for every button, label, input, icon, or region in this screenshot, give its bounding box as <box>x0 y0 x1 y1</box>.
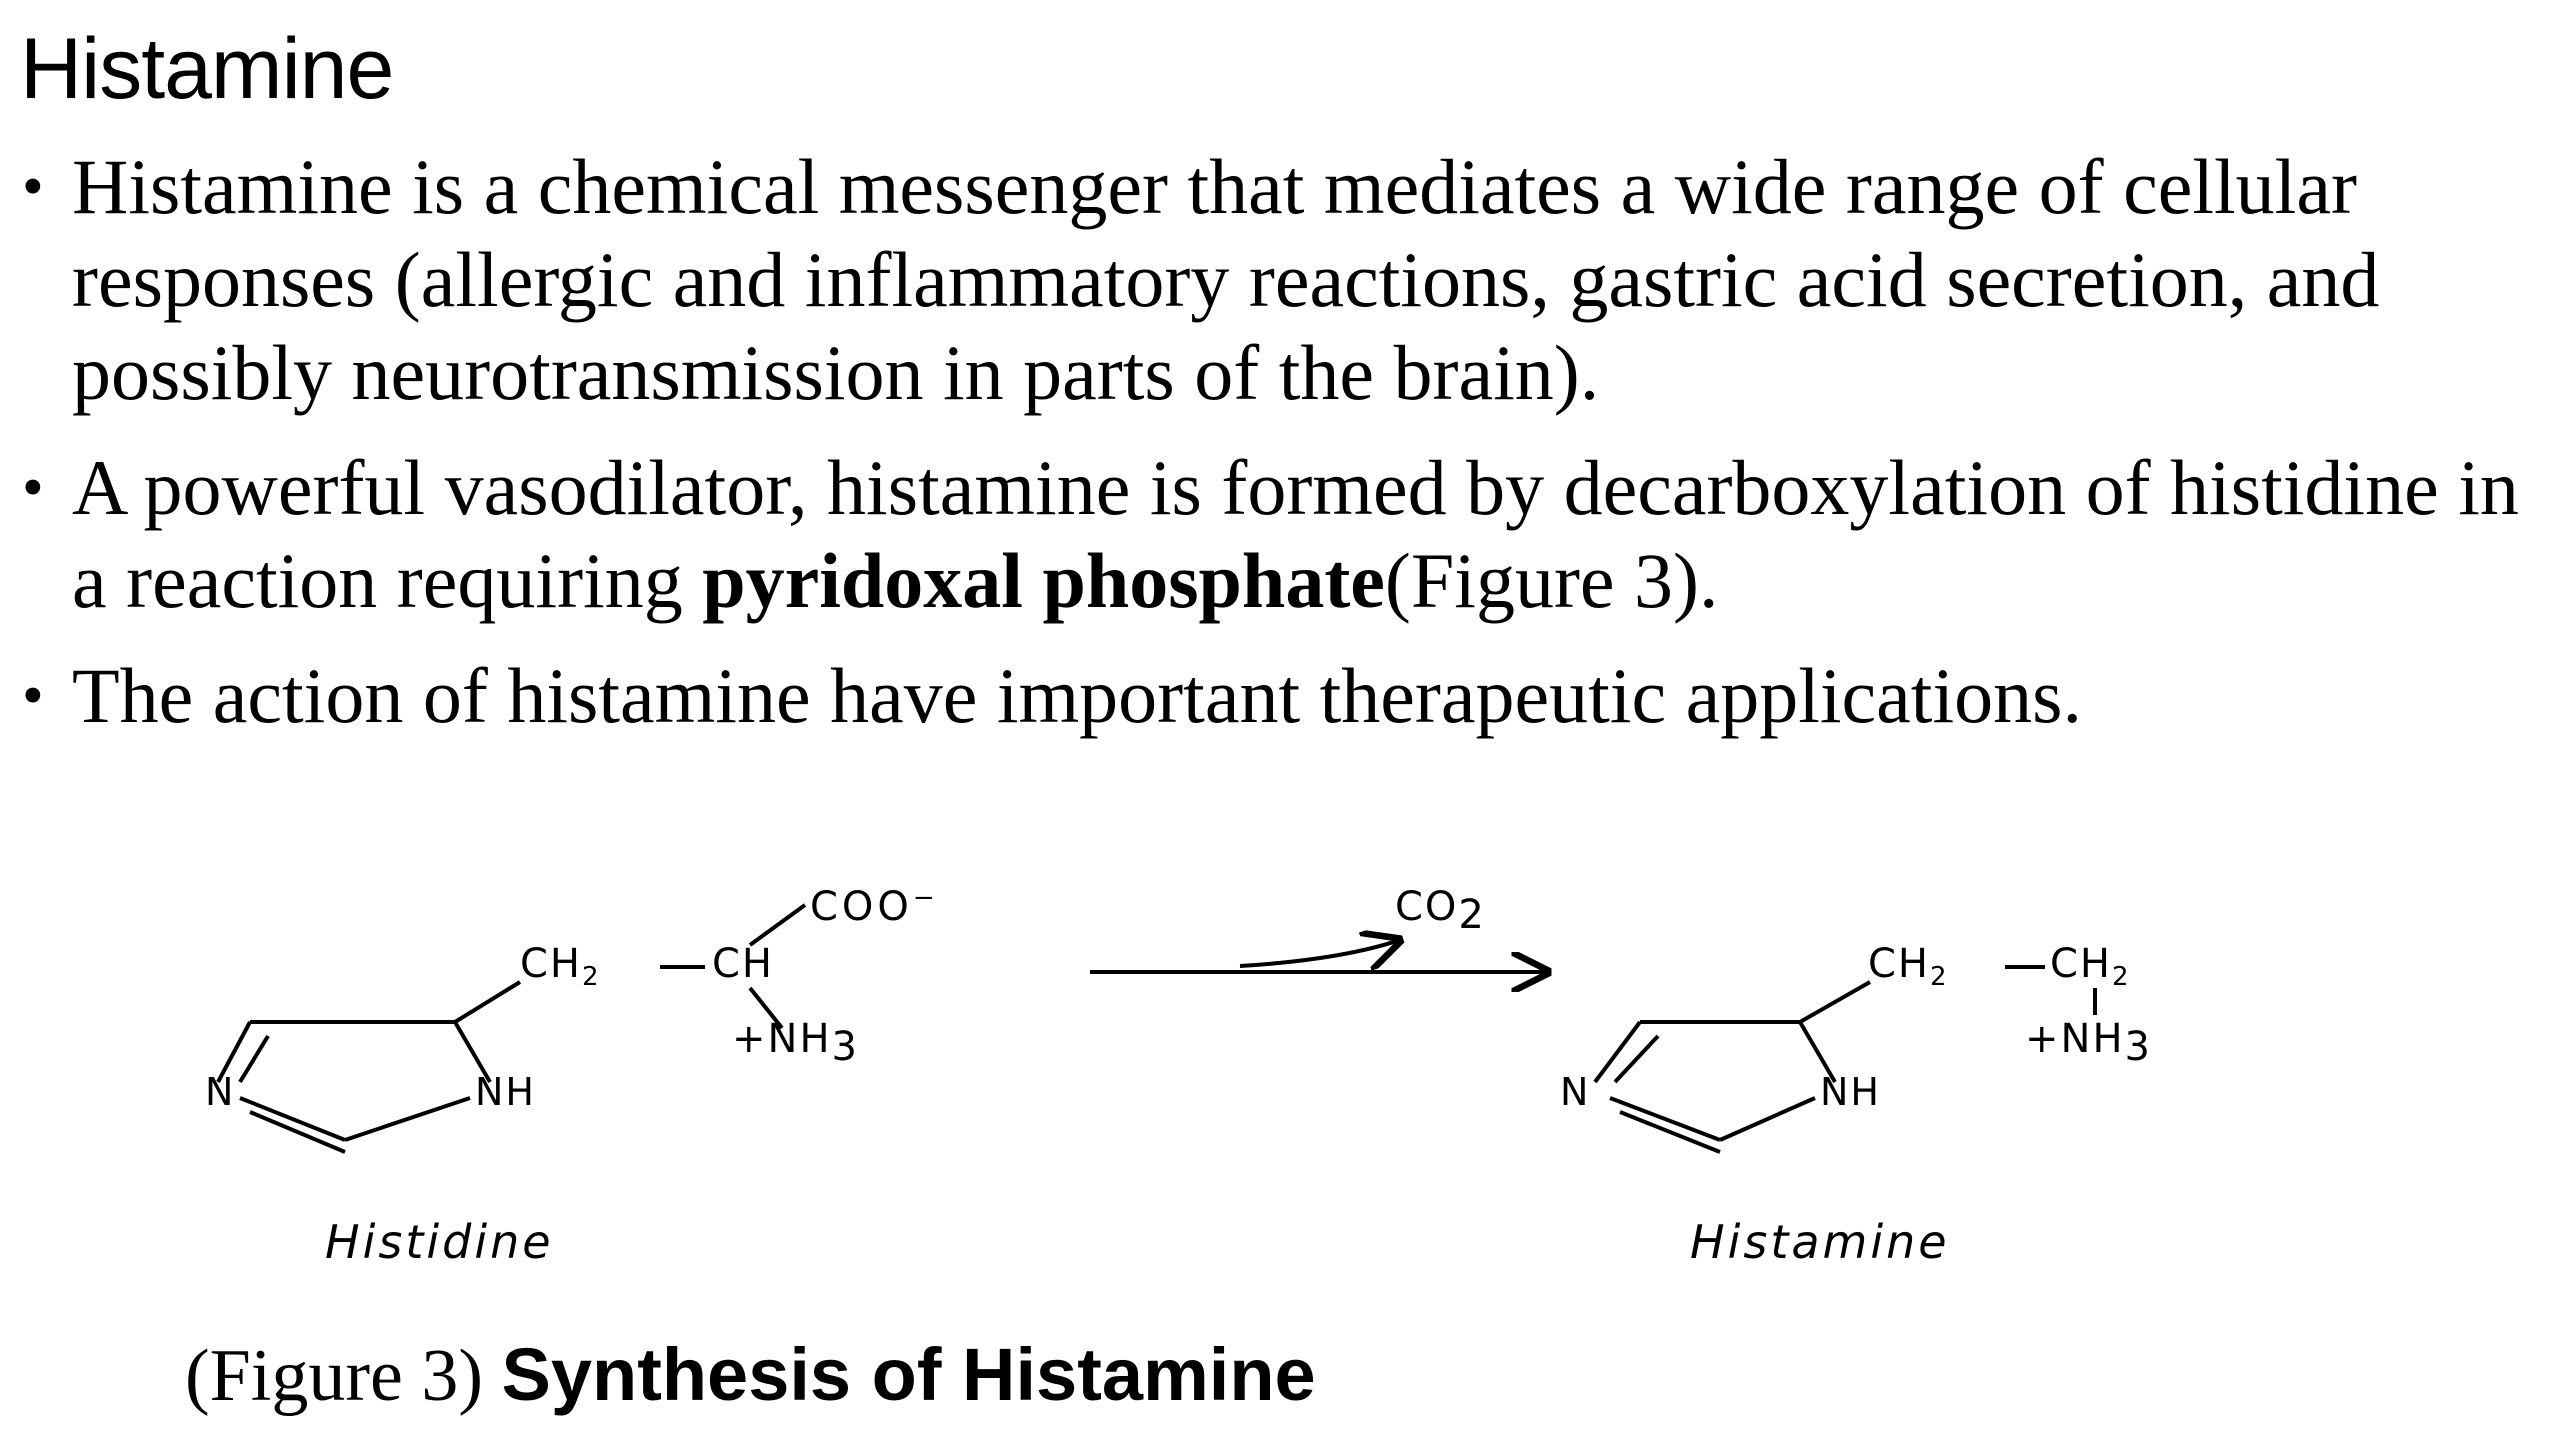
caption-title: Synthesis of Histamine <box>501 1333 1316 1416</box>
bullet-marker: • <box>22 662 44 730</box>
bullet-item <box>20 140 2520 419</box>
histidine-ch-label: CH <box>712 941 775 987</box>
side-chain-bond <box>455 982 520 1022</box>
caption-number: (Figure 3) <box>185 1335 502 1417</box>
bullet-text-post: (Figure 3). <box>1384 537 1719 624</box>
bullet-marker: • <box>22 454 44 522</box>
ring-bond <box>1610 1098 1720 1140</box>
bullet-text-pre: A powerful vasodilator, histamine is formed by decarboxylation of histidine in a reaction requiring <box>72 444 2519 624</box>
bullet-list <box>20 140 2520 765</box>
bullet-text <box>72 441 2520 627</box>
ring-double-bond <box>250 1112 345 1152</box>
bullet-item <box>20 441 2520 627</box>
slide-title: Histamine <box>20 21 394 117</box>
bullet-item <box>20 649 2520 743</box>
histidine-coo-label: COO− <box>810 883 939 930</box>
ring-bond <box>240 1098 345 1140</box>
bullet-marker: • <box>22 153 44 221</box>
histamine-structure <box>1595 967 2095 1152</box>
ring-bond <box>345 1098 470 1140</box>
bullet-text: Histamine is a chemical messenger that mediates a wide range of cellular responses (allergic and inflammatory reactions, gastric acid secretion, and possibly neurotransmission in parts of the brain). <box>72 143 2380 416</box>
histamine-ring-nh: NH <box>1820 1070 1881 1114</box>
histidine-name: Histidine <box>325 1215 554 1269</box>
histidine-ring-n: N <box>205 1070 234 1114</box>
ring-bond <box>1720 1098 1815 1140</box>
histamine-amine-label: +NH3 <box>2025 1016 2152 1070</box>
ring-double-bond <box>1615 1036 1658 1082</box>
histidine-chain-label: $CH_2$ <box>520 941 601 992</box>
histidine-labels <box>205 883 939 1269</box>
histamine-chain-label-b: $CH_2$ <box>2050 941 2131 992</box>
reaction-figure <box>0 860 2560 1320</box>
ring-double-bond <box>240 1036 268 1082</box>
bullet-text: The action of histamine have important therapeutic applications. <box>72 652 2082 739</box>
co2-label: CO2 <box>1395 884 1486 938</box>
histamine-ring-n: N <box>1560 1070 1589 1114</box>
reaction-arrow <box>1090 940 1548 972</box>
histidine-ring-nh: NH <box>475 1070 536 1114</box>
histamine-name: Histamine <box>1690 1215 1950 1269</box>
histidine-amine-label: +NH3 <box>732 1016 859 1070</box>
co2-release-curve <box>1240 940 1400 966</box>
carboxyl-bond <box>750 905 805 945</box>
ring-bond <box>1595 1022 1640 1082</box>
side-chain-bond <box>1800 982 1870 1022</box>
ring-double-bond <box>1620 1112 1720 1152</box>
figure-caption <box>185 1325 1316 1426</box>
bold-term: pyridoxal phosphate <box>702 537 1385 624</box>
histamine-chain-label-a: $CH_2$ <box>1868 941 1949 992</box>
